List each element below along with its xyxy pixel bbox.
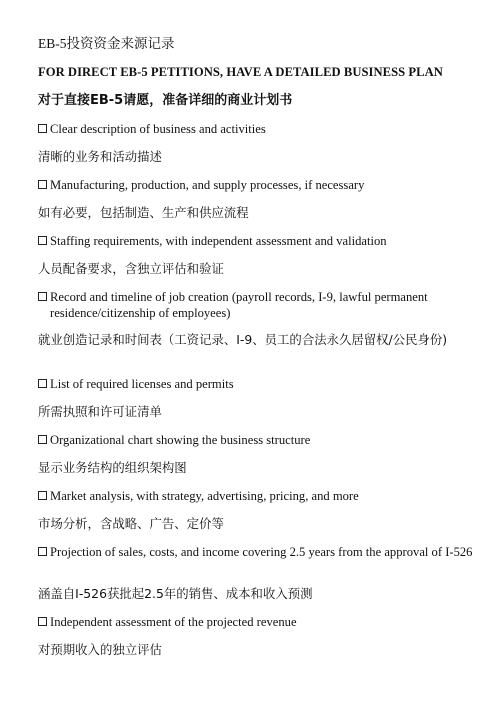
checklist-item-en-7 <box>38 488 478 504</box>
checklist-item-en-6 <box>38 432 478 448</box>
checklist-item-en-text: Manufacturing, production, and supply processes, if necessary <box>50 178 365 192</box>
checklist-item-zh-1: 清晰的业务和活动描述 <box>38 149 162 164</box>
checklist-item-en-text: Staffing requirements, with independent assessment and validation <box>50 234 387 248</box>
document-title: EB-5投资资金来源记录 <box>38 36 175 51</box>
checklist-item-zh-2: 如有必要，包括制造、生产和供应流程 <box>38 205 249 220</box>
checklist-item-en-1 <box>38 121 478 137</box>
checklist-item-en-5 <box>38 376 478 392</box>
checklist-item-en-text: Clear description of business and activities <box>50 122 266 136</box>
checklist-item-en-text: Organizational chart showing the business structure <box>50 433 311 447</box>
checkbox-icon[interactable] <box>38 124 47 133</box>
checklist-item-zh-4: 就业创造记录和时间表（工资记录、I-9、员工的合法永久居留权/公民身份) <box>38 332 448 347</box>
checkbox-icon[interactable] <box>38 617 47 626</box>
checklist-item-en-4 <box>38 289 478 321</box>
heading-chinese: 对于直接EB-5请愿，准备详细的商业计划书 <box>38 93 293 108</box>
checklist-item-zh-6: 显示业务结构的组织架构图 <box>38 460 187 475</box>
checklist-item-zh-8: 涵盖自I-526获批起2.5年的销售、成本和收入预测 <box>38 586 313 601</box>
checklist-item-en-text: Projection of sales, costs, and income covering 2.5 years from the approval of I-526 <box>50 545 473 559</box>
checklist-item-zh-9: 对预期收入的独立评估 <box>38 642 162 657</box>
checkbox-icon[interactable] <box>38 292 47 301</box>
checklist-item-zh-3: 人员配备要求，含独立评估和验证 <box>38 261 224 276</box>
checklist-item-en-9 <box>38 614 478 630</box>
checklist-item-en-text: List of required licenses and permits <box>50 377 234 391</box>
checkbox-icon[interactable] <box>38 236 47 245</box>
checkbox-icon[interactable] <box>38 435 47 444</box>
checklist-item-zh-5: 所需执照和许可证清单 <box>38 404 162 419</box>
heading-english: FOR DIRECT EB-5 PETITIONS, HAVE A DETAILED BUSINESS PLAN <box>38 65 443 79</box>
checklist-item-en-text: Market analysis, with strategy, advertising, pricing, and more <box>50 489 359 503</box>
checkbox-icon[interactable] <box>38 547 47 556</box>
checklist-item-en-2 <box>38 177 478 193</box>
checkbox-icon[interactable] <box>38 491 47 500</box>
checklist-item-en-text: Record and timeline of job creation (payroll records, I-9, lawful permanent residence/citizenship of employees) <box>50 290 428 320</box>
checkbox-icon[interactable] <box>38 379 47 388</box>
checklist-item-en-8 <box>38 544 478 560</box>
checkbox-icon[interactable] <box>38 180 47 189</box>
checklist-item-en-3 <box>38 233 478 249</box>
checklist-item-en-text: Independent assessment of the projected revenue <box>50 615 297 629</box>
checklist-item-zh-7: 市场分析，含战略、广告、定价等 <box>38 516 224 531</box>
